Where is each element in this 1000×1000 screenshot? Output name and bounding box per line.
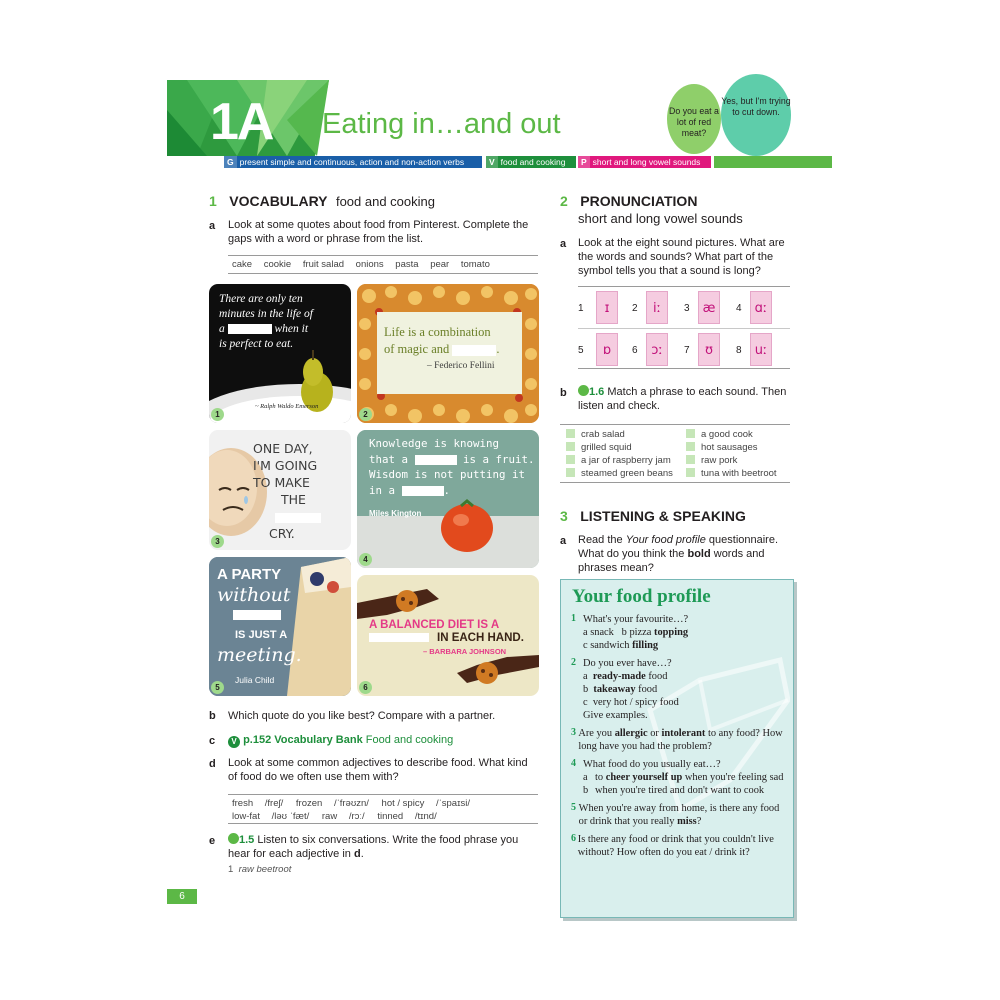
- vocab-a-label: a: [209, 220, 216, 232]
- word-item: pasta: [395, 259, 419, 270]
- question-2: 2 Do you ever have…? a ready-made food b takeaway food c very hot / spicy food Give examples.: [571, 657, 679, 721]
- vocab-a-instruction: Look at some quotes about food from Pinterest. Complete the gaps with a word or phrase from the list.: [228, 219, 529, 245]
- question-5: 5 When you're away from home, is there any food or drink that you really miss?: [571, 802, 780, 827]
- vocab-d-label: d: [209, 758, 216, 770]
- quote-card-2: Life is a combination of magic and . – Federico Fellini 2: [357, 284, 539, 423]
- fish-sound-icon: ɪ: [596, 291, 618, 324]
- word-item: cake: [232, 259, 253, 270]
- pron-a-label: a: [560, 238, 567, 250]
- pron-b-label: b: [560, 387, 567, 399]
- phrase-item: a jar of raspberry jam: [566, 454, 673, 467]
- gap-blank: [233, 610, 281, 620]
- vocab-e-example: 1 raw beetroot: [228, 864, 292, 875]
- listen-a-instruction: Read the Your food profile questionnaire. What do you think the bold words and phrases mean?: [578, 534, 779, 574]
- question-1: 1 What's your favourite…? a snack b pizza topping c sandwich filling: [571, 613, 689, 651]
- audio-icon[interactable]: [228, 833, 239, 844]
- question-4: 4 What food do you usually eat…? a to cheer yourself up when you're feeling sad b when you're tired and don't want to cook: [571, 758, 784, 796]
- word-item: onions: [355, 259, 384, 270]
- pron-b-instruction: 1.6 Match a phrase to each sound. Then listen and check.: [578, 386, 787, 412]
- vocab-b-instruction: Which quote do you like best? Compare with a partner.: [228, 710, 496, 722]
- vocab-bank-link[interactable]: V p.152 Vocabulary Bank Food and cooking: [228, 733, 538, 748]
- vocabulary-tag: V food and cooking: [486, 156, 576, 168]
- question-3: 3 Are you allergic or intolerant to any food? How long have you had the problem?: [571, 727, 783, 752]
- pron-a-instruction: Look at the eight sound pictures. What are the words and sounds? What part of the symbol tells you that a sound is long?: [578, 237, 785, 277]
- questionnaire-questions: [571, 613, 786, 859]
- pronunciation-tag: P short and long vowel sounds: [578, 156, 711, 168]
- vocab-heading: 1 VOCABULARY food and cooking: [209, 193, 435, 209]
- word-item: tomato: [460, 259, 490, 270]
- vocab-e-label: e: [209, 835, 216, 847]
- phrase-item: hot sausages: [686, 441, 777, 454]
- listen-a-label: a: [560, 535, 567, 547]
- phrase-item: raw pork: [686, 454, 777, 467]
- page-number: 6: [167, 889, 197, 904]
- car-sound-icon: ɑː: [750, 291, 772, 324]
- gap-blank: [415, 455, 457, 465]
- vocab-c-label: c: [209, 735, 216, 747]
- adjective-list: fresh /freʃ/ frozen /ˈfrəʊzn/ hot / spicy /ˈspaɪsi/ low-fat /lǝʊ ˈfæt/ raw /rɔː/ tinned /tɪnd/: [228, 794, 538, 824]
- unit-title: Eating in…and out: [322, 108, 561, 140]
- gap-blank: [275, 513, 321, 523]
- gap-blank: [369, 633, 429, 642]
- tree-sound-icon: iː: [646, 291, 668, 324]
- word-item: pear: [430, 259, 450, 270]
- gap-blank: [452, 345, 496, 356]
- speech-bubble-answer: Yes, but I'm trying to cut down.: [721, 74, 791, 156]
- phrase-item: crab salad: [566, 428, 673, 441]
- vocabulary-bank-icon: V: [228, 736, 240, 748]
- clock-sound-icon: ɒ: [596, 333, 618, 366]
- word-item: cookie: [263, 259, 292, 270]
- unit-number: 1A: [210, 93, 273, 151]
- gap-blank: [228, 324, 272, 334]
- horse-sound-icon: ɔː: [646, 333, 668, 366]
- quote-card-3: ONE DAY, I'M GOING TO MAKE THE CRY. 3: [209, 430, 351, 550]
- header-strip: [714, 156, 832, 168]
- bull-sound-icon: ʊ: [698, 333, 720, 366]
- vocab-d-instruction: Look at some common adjectives to describe food. What kind of food do we often use them with?: [228, 757, 528, 783]
- quote-card-1: There are only ten minutes in the life of a when it is perfect to eat. ~ Ralph Waldo Emerson 1: [209, 284, 351, 423]
- quote-card-5: A PARTY without IS JUST A meeting. Julia Child 5: [209, 557, 351, 696]
- phrase-item: a good cook: [686, 428, 777, 441]
- vocab-b-label: b: [209, 710, 216, 722]
- grammar-tag: G present simple and continuous, action and non-action verbs: [224, 156, 482, 168]
- quote-card-4: Knowledge is knowing that a is a fruit. Wisdom is not putting it in a . Miles Kington 4: [357, 430, 539, 568]
- phrase-list: [560, 424, 790, 483]
- phrase-item: tuna with beetroot: [686, 467, 777, 480]
- listening-heading: 3 LISTENING & SPEAKING: [560, 508, 746, 524]
- gap-blank: [402, 486, 444, 496]
- pron-heading: 2 PRONUNCIATION: [560, 193, 698, 209]
- cat-sound-icon: æ: [698, 291, 720, 324]
- sound-pictures: 1 ɪ 2 iː 3 æ 4 ɑː 5 ɒ 6 ɔː 7 ʊ 8 uː: [578, 286, 790, 369]
- quote-card-6: A BALANCED DIET IS A IN EACH HAND. – BARBARA JOHNSON 6: [357, 575, 539, 696]
- boot-sound-icon: uː: [750, 333, 772, 366]
- questionnaire-title: Your food profile: [572, 586, 711, 607]
- audio-icon[interactable]: [578, 385, 589, 396]
- word-item: fruit salad: [302, 259, 345, 270]
- speech-bubble-question: Do you eat a lot of red meat?: [667, 84, 721, 154]
- vocab-e-instruction: 1.5 Listen to six conversations. Write the food phrase you hear for each adjective in d.: [228, 834, 519, 860]
- phrase-item: steamed green beans: [566, 467, 673, 480]
- phrase-item: grilled squid: [566, 441, 673, 454]
- pron-subtitle: short and long vowel sounds: [578, 211, 743, 226]
- word-list: [228, 255, 538, 274]
- question-6: 6 Is there any food or drink that you couldn't live without? How often do you eat / drink it?: [571, 833, 774, 858]
